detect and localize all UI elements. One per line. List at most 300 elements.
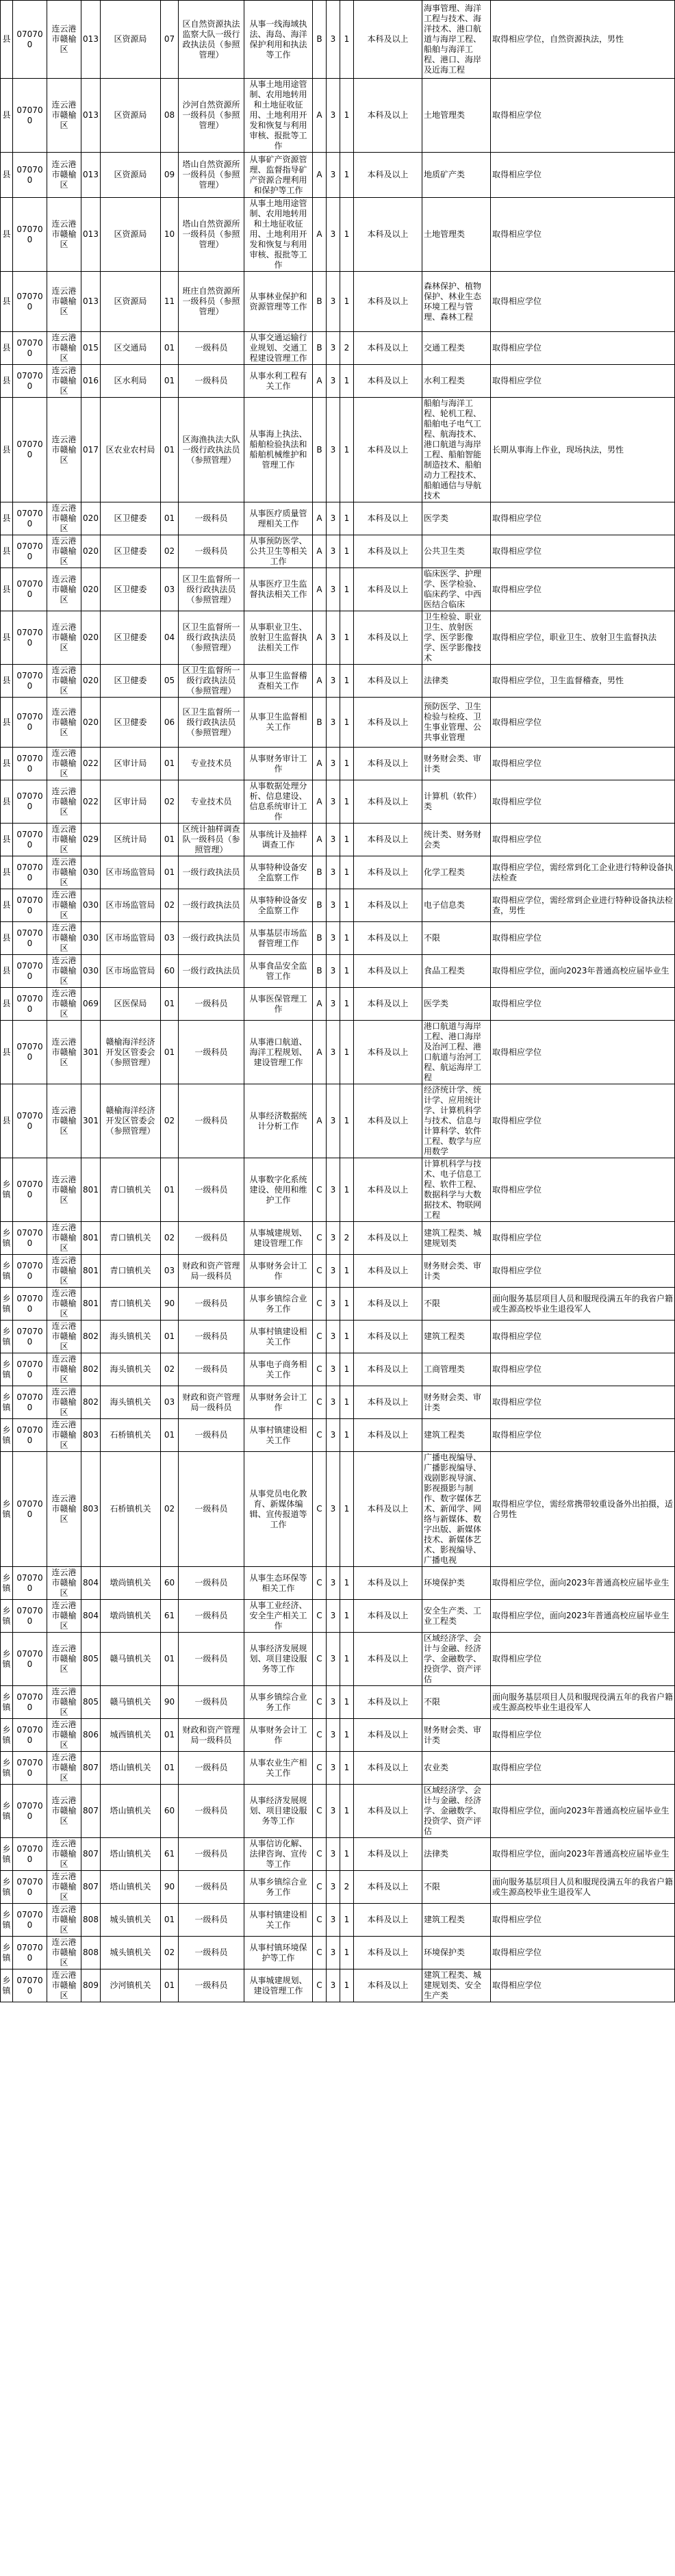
- cell-duties: 从事预防医学、公共卫生等相关工作: [244, 535, 313, 568]
- cell-code: 070700: [13, 1353, 47, 1386]
- cell-remark: 取得相应学位: [491, 1633, 675, 1686]
- cell-count: 1: [340, 824, 354, 856]
- cell-education: 本科及以上: [354, 1255, 422, 1288]
- cell-post-name: 一级科员: [179, 1321, 244, 1353]
- cell-region: 连云港市赣榆区: [47, 1838, 81, 1871]
- cell-category: C: [313, 1752, 327, 1785]
- cell-level: 县: [1, 698, 13, 748]
- cell-post-name: 区卫生监督所一级行政执法员（参照管理）: [179, 568, 244, 611]
- cell-code: 070700: [13, 824, 47, 856]
- cell-post-code: 01: [161, 856, 179, 889]
- cell-post-code: 01: [161, 1633, 179, 1686]
- cell-dept-name: 区农业农村局: [101, 398, 161, 502]
- cell-post-name: 一级科员: [179, 1838, 244, 1871]
- cell-remark: 取得相应学位: [491, 365, 675, 398]
- cell-region: 连云港市赣榆区: [47, 1871, 81, 1904]
- cell-code: 070700: [13, 398, 47, 502]
- table-row: [1, 568, 675, 611]
- cell-dept-name: 塔山镇机关: [101, 1752, 161, 1785]
- cell-region: 连云港市赣榆区: [47, 1288, 81, 1321]
- cell-duties: 从事海上执法、船舶检验执法和船舶机械维护和管理工作: [244, 398, 313, 502]
- cell-dept-name: 城头镇机关: [101, 1904, 161, 1937]
- cell-category: A: [313, 780, 327, 824]
- cell-level: 县: [1, 665, 13, 698]
- cell-education: 本科及以上: [354, 922, 422, 955]
- cell-ratio: 3: [327, 698, 340, 748]
- cell-remark: 取得相应学位，职业卫生、放射卫生监督执法: [491, 611, 675, 665]
- table-body: [1, 1, 675, 2002]
- cell-major: 建筑工程类: [422, 1321, 491, 1353]
- cell-level: 乡镇: [1, 1567, 13, 1600]
- cell-remark: 取得相应学位: [491, 1937, 675, 1969]
- cell-category: A: [313, 611, 327, 665]
- cell-level: 乡镇: [1, 1904, 13, 1937]
- table-row: [1, 1255, 675, 1288]
- cell-dept-name: 青口镇机关: [101, 1255, 161, 1288]
- table-row: [1, 1, 675, 79]
- cell-post-code: 05: [161, 665, 179, 698]
- cell-region: 连云港市赣榆区: [47, 780, 81, 824]
- cell-level: 乡镇: [1, 1255, 13, 1288]
- cell-duties: 从事乡镇综合业务工作: [244, 1686, 313, 1719]
- cell-post-code: 90: [161, 1686, 179, 1719]
- cell-duties: 从事财务会计工作: [244, 1255, 313, 1288]
- cell-remark: 取得相应学位: [491, 502, 675, 535]
- cell-education: 本科及以上: [354, 1871, 422, 1904]
- cell-category: A: [313, 79, 327, 153]
- cell-level: 县: [1, 568, 13, 611]
- cell-ratio: 3: [327, 332, 340, 365]
- cell-duties: 从事财务会计工作: [244, 1386, 313, 1419]
- cell-post-code: 01: [161, 365, 179, 398]
- cell-code: 070700: [13, 365, 47, 398]
- cell-dept-name: 区资源局: [101, 153, 161, 198]
- cell-major: 广播电视编导、广播影视编导、戏剧影视导演、影视摄影与制作、数字媒体艺术、新闻学、网络与新媒体、数字出版、新媒体技术、新媒体艺术、影视编导、广播电视: [422, 1452, 491, 1567]
- cell-remark: 面向服务基层项目人员和服现役满五年的我省户籍或生源高校毕业生退役军人: [491, 1686, 675, 1719]
- cell-code: 070700: [13, 1158, 47, 1222]
- table-row: [1, 1871, 675, 1904]
- cell-remark: 面向服务基层项目人员和服现役满五年的我省户籍或生源高校毕业生退役军人: [491, 1871, 675, 1904]
- cell-remark: 取得相应学位: [491, 272, 675, 332]
- cell-category: B: [313, 922, 327, 955]
- cell-post-name: 专业技术员: [179, 748, 244, 780]
- cell-code: 070700: [13, 748, 47, 780]
- cell-level: 县: [1, 365, 13, 398]
- cell-post-name: 区卫生监督所一级行政执法员（参照管理）: [179, 665, 244, 698]
- table-row: [1, 272, 675, 332]
- cell-dept-code: 802: [81, 1321, 101, 1353]
- cell-post-code: 01: [161, 824, 179, 856]
- cell-post-name: 塔山自然资源所一级科员（参照管理）: [179, 153, 244, 198]
- cell-remark: 取得相应学位，面向2023年普通高校应届毕业生: [491, 1838, 675, 1871]
- cell-category: C: [313, 1419, 327, 1452]
- cell-category: B: [313, 955, 327, 988]
- cell-post-code: 01: [161, 1419, 179, 1452]
- cell-major: 不限: [422, 1288, 491, 1321]
- cell-dept-code: 802: [81, 1353, 101, 1386]
- cell-major: 港口航道与海岸工程、港口海岸及治河工程、港口航道与治河工程、航运海岸工程: [422, 1021, 491, 1084]
- cell-post-name: 区统计抽样调查队一级科员（参照管理）: [179, 824, 244, 856]
- cell-level: 县: [1, 272, 13, 332]
- cell-post-name: 专业技术员: [179, 780, 244, 824]
- cell-post-name: 一级科员: [179, 1904, 244, 1937]
- cell-ratio: 3: [327, 1419, 340, 1452]
- cell-count: 1: [340, 1353, 354, 1386]
- cell-post-code: 01: [161, 398, 179, 502]
- cell-region: 连云港市赣榆区: [47, 1969, 81, 2002]
- table-row: [1, 824, 675, 856]
- cell-major: 建筑工程类: [422, 1419, 491, 1452]
- cell-category: C: [313, 1686, 327, 1719]
- cell-count: 2: [340, 1871, 354, 1904]
- cell-major: 电子信息类: [422, 889, 491, 922]
- cell-post-name: 一级行政执法员: [179, 922, 244, 955]
- table-row: [1, 748, 675, 780]
- cell-ratio: 3: [327, 988, 340, 1021]
- cell-post-name: 区卫生监督所一级行政执法员（参照管理）: [179, 611, 244, 665]
- cell-post-code: 02: [161, 1353, 179, 1386]
- cell-post-code: 02: [161, 889, 179, 922]
- cell-duties: 从事卫生监督相关工作: [244, 698, 313, 748]
- cell-category: B: [313, 889, 327, 922]
- cell-major: 计算机（软件）类: [422, 780, 491, 824]
- cell-dept-code: 013: [81, 198, 101, 272]
- table-row: [1, 955, 675, 988]
- cell-education: 本科及以上: [354, 272, 422, 332]
- cell-code: 070700: [13, 922, 47, 955]
- cell-region: 连云港市赣榆区: [47, 1937, 81, 1969]
- cell-education: 本科及以上: [354, 889, 422, 922]
- cell-region: 连云港市赣榆区: [47, 1686, 81, 1719]
- cell-level: 乡镇: [1, 1288, 13, 1321]
- cell-remark: 取得相应学位: [491, 1752, 675, 1785]
- cell-major: 公共卫生类: [422, 535, 491, 568]
- cell-dept-name: 赣榆海洋经济开发区管委会（参照管理）: [101, 1021, 161, 1084]
- cell-region: 连云港市赣榆区: [47, 1255, 81, 1288]
- cell-dept-name: 区资源局: [101, 272, 161, 332]
- cell-code: 070700: [13, 1686, 47, 1719]
- cell-post-code: 60: [161, 1785, 179, 1838]
- cell-dept-code: 808: [81, 1937, 101, 1969]
- cell-level: 县: [1, 535, 13, 568]
- cell-remark: 取得相应学位: [491, 1353, 675, 1386]
- cell-remark: 取得相应学位: [491, 1021, 675, 1084]
- cell-ratio: 3: [327, 824, 340, 856]
- cell-level: 乡镇: [1, 1386, 13, 1419]
- cell-level: 县: [1, 856, 13, 889]
- cell-remark: 取得相应学位: [491, 1719, 675, 1752]
- cell-dept-code: 803: [81, 1452, 101, 1567]
- cell-level: 县: [1, 332, 13, 365]
- cell-category: B: [313, 398, 327, 502]
- cell-post-code: 01: [161, 748, 179, 780]
- cell-region: 连云港市赣榆区: [47, 1021, 81, 1084]
- cell-ratio: 3: [327, 1600, 340, 1633]
- cell-count: 1: [340, 535, 354, 568]
- cell-major: 海事管理、海洋工程与技术、海洋技术、港口航道与海岸工程、船舶与海洋工程、港口、海岸及近海工程: [422, 1, 491, 79]
- cell-count: 1: [340, 955, 354, 988]
- table-row: [1, 1969, 675, 2002]
- cell-category: B: [313, 332, 327, 365]
- table-row: [1, 1386, 675, 1419]
- cell-dept-name: 区市场监管局: [101, 955, 161, 988]
- cell-category: C: [313, 1353, 327, 1386]
- cell-code: 070700: [13, 988, 47, 1021]
- cell-remark: 取得相应学位: [491, 332, 675, 365]
- cell-code: 070700: [13, 1633, 47, 1686]
- cell-level: 乡镇: [1, 1752, 13, 1785]
- cell-education: 本科及以上: [354, 1904, 422, 1937]
- cell-count: 1: [340, 1386, 354, 1419]
- cell-post-code: 01: [161, 332, 179, 365]
- cell-remark: 取得相应学位: [491, 535, 675, 568]
- cell-education: 本科及以上: [354, 1686, 422, 1719]
- cell-post-name: 一级科员: [179, 1021, 244, 1084]
- cell-dept-code: 801: [81, 1222, 101, 1255]
- cell-major: 化学工程类: [422, 856, 491, 889]
- cell-post-code: 03: [161, 922, 179, 955]
- cell-dept-code: 801: [81, 1255, 101, 1288]
- cell-category: A: [313, 1084, 327, 1158]
- cell-ratio: 3: [327, 1255, 340, 1288]
- cell-major: 医学类: [422, 988, 491, 1021]
- cell-count: 1: [340, 1686, 354, 1719]
- table-row: [1, 1633, 675, 1686]
- cell-code: 070700: [13, 1, 47, 79]
- cell-dept-name: 墩尚镇机关: [101, 1567, 161, 1600]
- table-row: [1, 1321, 675, 1353]
- cell-region: 连云港市赣榆区: [47, 272, 81, 332]
- cell-count: 1: [340, 1904, 354, 1937]
- cell-ratio: 3: [327, 665, 340, 698]
- cell-ratio: 3: [327, 1353, 340, 1386]
- cell-duties: 从事基层市场监督管理工作: [244, 922, 313, 955]
- cell-level: 乡镇: [1, 1353, 13, 1386]
- cell-category: B: [313, 272, 327, 332]
- cell-post-name: 一级科员: [179, 1871, 244, 1904]
- cell-education: 本科及以上: [354, 1386, 422, 1419]
- cell-region: 连云港市赣榆区: [47, 1353, 81, 1386]
- cell-code: 070700: [13, 955, 47, 988]
- cell-major: 不限: [422, 1686, 491, 1719]
- cell-count: 1: [340, 1567, 354, 1600]
- cell-ratio: 3: [327, 780, 340, 824]
- cell-dept-code: 804: [81, 1600, 101, 1633]
- cell-region: 连云港市赣榆区: [47, 1386, 81, 1419]
- cell-level: 乡镇: [1, 1158, 13, 1222]
- cell-education: 本科及以上: [354, 1, 422, 79]
- cell-dept-name: 海头镇机关: [101, 1353, 161, 1386]
- cell-ratio: 3: [327, 79, 340, 153]
- cell-category: A: [313, 988, 327, 1021]
- cell-ratio: 3: [327, 1021, 340, 1084]
- cell-dept-name: 区市场监管局: [101, 922, 161, 955]
- cell-dept-name: 塔山镇机关: [101, 1785, 161, 1838]
- cell-ratio: 3: [327, 1, 340, 79]
- cell-major: 区域经济学、会计与金融、经济学、金融数学、投资学、资产评估: [422, 1633, 491, 1686]
- cell-level: 乡镇: [1, 1222, 13, 1255]
- cell-duties: 从事城建规划、建设管理工作: [244, 1222, 313, 1255]
- cell-region: 连云港市赣榆区: [47, 1567, 81, 1600]
- cell-remark: 取得相应学位: [491, 1255, 675, 1288]
- cell-count: 1: [340, 1752, 354, 1785]
- cell-ratio: 3: [327, 1158, 340, 1222]
- cell-count: 1: [340, 1419, 354, 1452]
- table-row: [1, 780, 675, 824]
- cell-duties: 从事乡镇综合业务工作: [244, 1871, 313, 1904]
- cell-duties: 从事乡镇综合业务工作: [244, 1288, 313, 1321]
- table-row: [1, 988, 675, 1021]
- cell-ratio: 3: [327, 1288, 340, 1321]
- cell-major: 预防医学、卫生检验与检疫、卫生事业管理、公共事业管理: [422, 698, 491, 748]
- cell-ratio: 3: [327, 1838, 340, 1871]
- cell-ratio: 3: [327, 889, 340, 922]
- cell-dept-name: 区资源局: [101, 1, 161, 79]
- cell-count: 1: [340, 365, 354, 398]
- cell-post-code: 01: [161, 988, 179, 1021]
- cell-post-name: 一级行政执法员: [179, 889, 244, 922]
- cell-major: 法律类: [422, 1838, 491, 1871]
- cell-post-code: 02: [161, 780, 179, 824]
- cell-duties: 从事经济数据统计分析工作: [244, 1084, 313, 1158]
- cell-duties: 从事土地用途管制、农用地转用和土地征收征用、土地利用开发和恢复与利用审核、报批等工作: [244, 79, 313, 153]
- table-row: [1, 1785, 675, 1838]
- cell-remark: 取得相应学位，面向2023年普通高校应届毕业生: [491, 955, 675, 988]
- cell-code: 070700: [13, 1785, 47, 1838]
- cell-code: 070700: [13, 198, 47, 272]
- cell-major: 财务财会类、审计类: [422, 1719, 491, 1752]
- cell-level: 县: [1, 398, 13, 502]
- cell-ratio: 3: [327, 1904, 340, 1937]
- cell-dept-code: 802: [81, 1386, 101, 1419]
- cell-dept-name: 塔山镇机关: [101, 1871, 161, 1904]
- cell-code: 070700: [13, 1084, 47, 1158]
- cell-dept-name: 区卫健委: [101, 535, 161, 568]
- cell-post-code: 09: [161, 153, 179, 198]
- cell-region: 连云港市赣榆区: [47, 1084, 81, 1158]
- cell-level: 县: [1, 780, 13, 824]
- table-row: [1, 502, 675, 535]
- cell-post-code: 02: [161, 1084, 179, 1158]
- cell-duties: 从事林业保护和资源管理等工作: [244, 272, 313, 332]
- table-row: [1, 535, 675, 568]
- cell-dept-code: 801: [81, 1288, 101, 1321]
- cell-ratio: 3: [327, 856, 340, 889]
- cell-remark: 取得相应学位: [491, 1158, 675, 1222]
- cell-remark: 取得相应学位，需经常到化工企业进行特种设备执法检查: [491, 856, 675, 889]
- cell-category: C: [313, 1288, 327, 1321]
- cell-education: 本科及以上: [354, 1158, 422, 1222]
- cell-dept-code: 020: [81, 611, 101, 665]
- cell-count: 1: [340, 1021, 354, 1084]
- cell-ratio: 3: [327, 922, 340, 955]
- cell-post-name: 一级科员: [179, 1633, 244, 1686]
- cell-post-name: 财政和资产管理局一级科员: [179, 1386, 244, 1419]
- cell-education: 本科及以上: [354, 856, 422, 889]
- cell-duties: 从事生态环保等相关工作: [244, 1567, 313, 1600]
- cell-duties: 从事医疗卫生监督执法相关工作: [244, 568, 313, 611]
- cell-education: 本科及以上: [354, 988, 422, 1021]
- cell-duties: 从事村镇建设相关工作: [244, 1321, 313, 1353]
- cell-major: 医学类: [422, 502, 491, 535]
- cell-post-name: 一级科员: [179, 1752, 244, 1785]
- cell-dept-code: 017: [81, 398, 101, 502]
- cell-dept-name: 海头镇机关: [101, 1386, 161, 1419]
- cell-post-code: 03: [161, 568, 179, 611]
- cell-post-code: 02: [161, 1937, 179, 1969]
- cell-duties: 从事特种设备安全监察工作: [244, 889, 313, 922]
- cell-region: 连云港市赣榆区: [47, 1752, 81, 1785]
- cell-education: 本科及以上: [354, 1719, 422, 1752]
- cell-major: 财务财会类、审计类: [422, 1386, 491, 1419]
- cell-level: 县: [1, 611, 13, 665]
- cell-category: A: [313, 535, 327, 568]
- cell-education: 本科及以上: [354, 1419, 422, 1452]
- cell-major: 计算机科学与技术、电子信息工程、软件工程、数据科学与大数据技术、物联网工程: [422, 1158, 491, 1222]
- cell-education: 本科及以上: [354, 568, 422, 611]
- cell-post-code: 01: [161, 1904, 179, 1937]
- cell-dept-name: 区医保局: [101, 988, 161, 1021]
- cell-dept-code: 015: [81, 332, 101, 365]
- table-row: [1, 1353, 675, 1386]
- cell-major: 不限: [422, 1871, 491, 1904]
- cell-region: 连云港市赣榆区: [47, 535, 81, 568]
- cell-count: 1: [340, 665, 354, 698]
- cell-education: 本科及以上: [354, 698, 422, 748]
- cell-level: 乡镇: [1, 1785, 13, 1838]
- cell-dept-code: 030: [81, 922, 101, 955]
- cell-category: C: [313, 1567, 327, 1600]
- cell-major: 地质矿产类: [422, 153, 491, 198]
- cell-ratio: 3: [327, 1222, 340, 1255]
- cell-ratio: 3: [327, 1719, 340, 1752]
- cell-post-name: 一级科员: [179, 332, 244, 365]
- cell-major: 农业类: [422, 1752, 491, 1785]
- cell-post-code: 04: [161, 611, 179, 665]
- table-row: [1, 1567, 675, 1600]
- cell-ratio: 3: [327, 1386, 340, 1419]
- cell-code: 070700: [13, 1752, 47, 1785]
- cell-region: 连云港市赣榆区: [47, 198, 81, 272]
- cell-post-name: 一级科员: [179, 1600, 244, 1633]
- cell-dept-code: 029: [81, 824, 101, 856]
- cell-count: 1: [340, 1452, 354, 1567]
- cell-dept-code: 808: [81, 1904, 101, 1937]
- cell-level: 乡镇: [1, 1719, 13, 1752]
- cell-region: 连云港市赣榆区: [47, 611, 81, 665]
- cell-count: 1: [340, 1633, 354, 1686]
- cell-dept-code: 013: [81, 79, 101, 153]
- cell-dept-code: 016: [81, 365, 101, 398]
- table-row: [1, 79, 675, 153]
- table-row: [1, 1222, 675, 1255]
- cell-duties: 从事水利工程有关工作: [244, 365, 313, 398]
- cell-region: 连云港市赣榆区: [47, 1419, 81, 1452]
- cell-remark: 取得相应学位: [491, 748, 675, 780]
- cell-count: 1: [340, 1600, 354, 1633]
- cell-code: 070700: [13, 535, 47, 568]
- cell-count: 2: [340, 1222, 354, 1255]
- cell-region: 连云港市赣榆区: [47, 1785, 81, 1838]
- cell-duties: 从事电子商务相关工作: [244, 1353, 313, 1386]
- cell-ratio: 3: [327, 535, 340, 568]
- cell-ratio: 3: [327, 611, 340, 665]
- cell-education: 本科及以上: [354, 611, 422, 665]
- cell-post-code: 11: [161, 272, 179, 332]
- cell-major: 建筑工程类、城建规划类、安全生产类: [422, 1969, 491, 2002]
- cell-education: 本科及以上: [354, 780, 422, 824]
- cell-level: 乡镇: [1, 1838, 13, 1871]
